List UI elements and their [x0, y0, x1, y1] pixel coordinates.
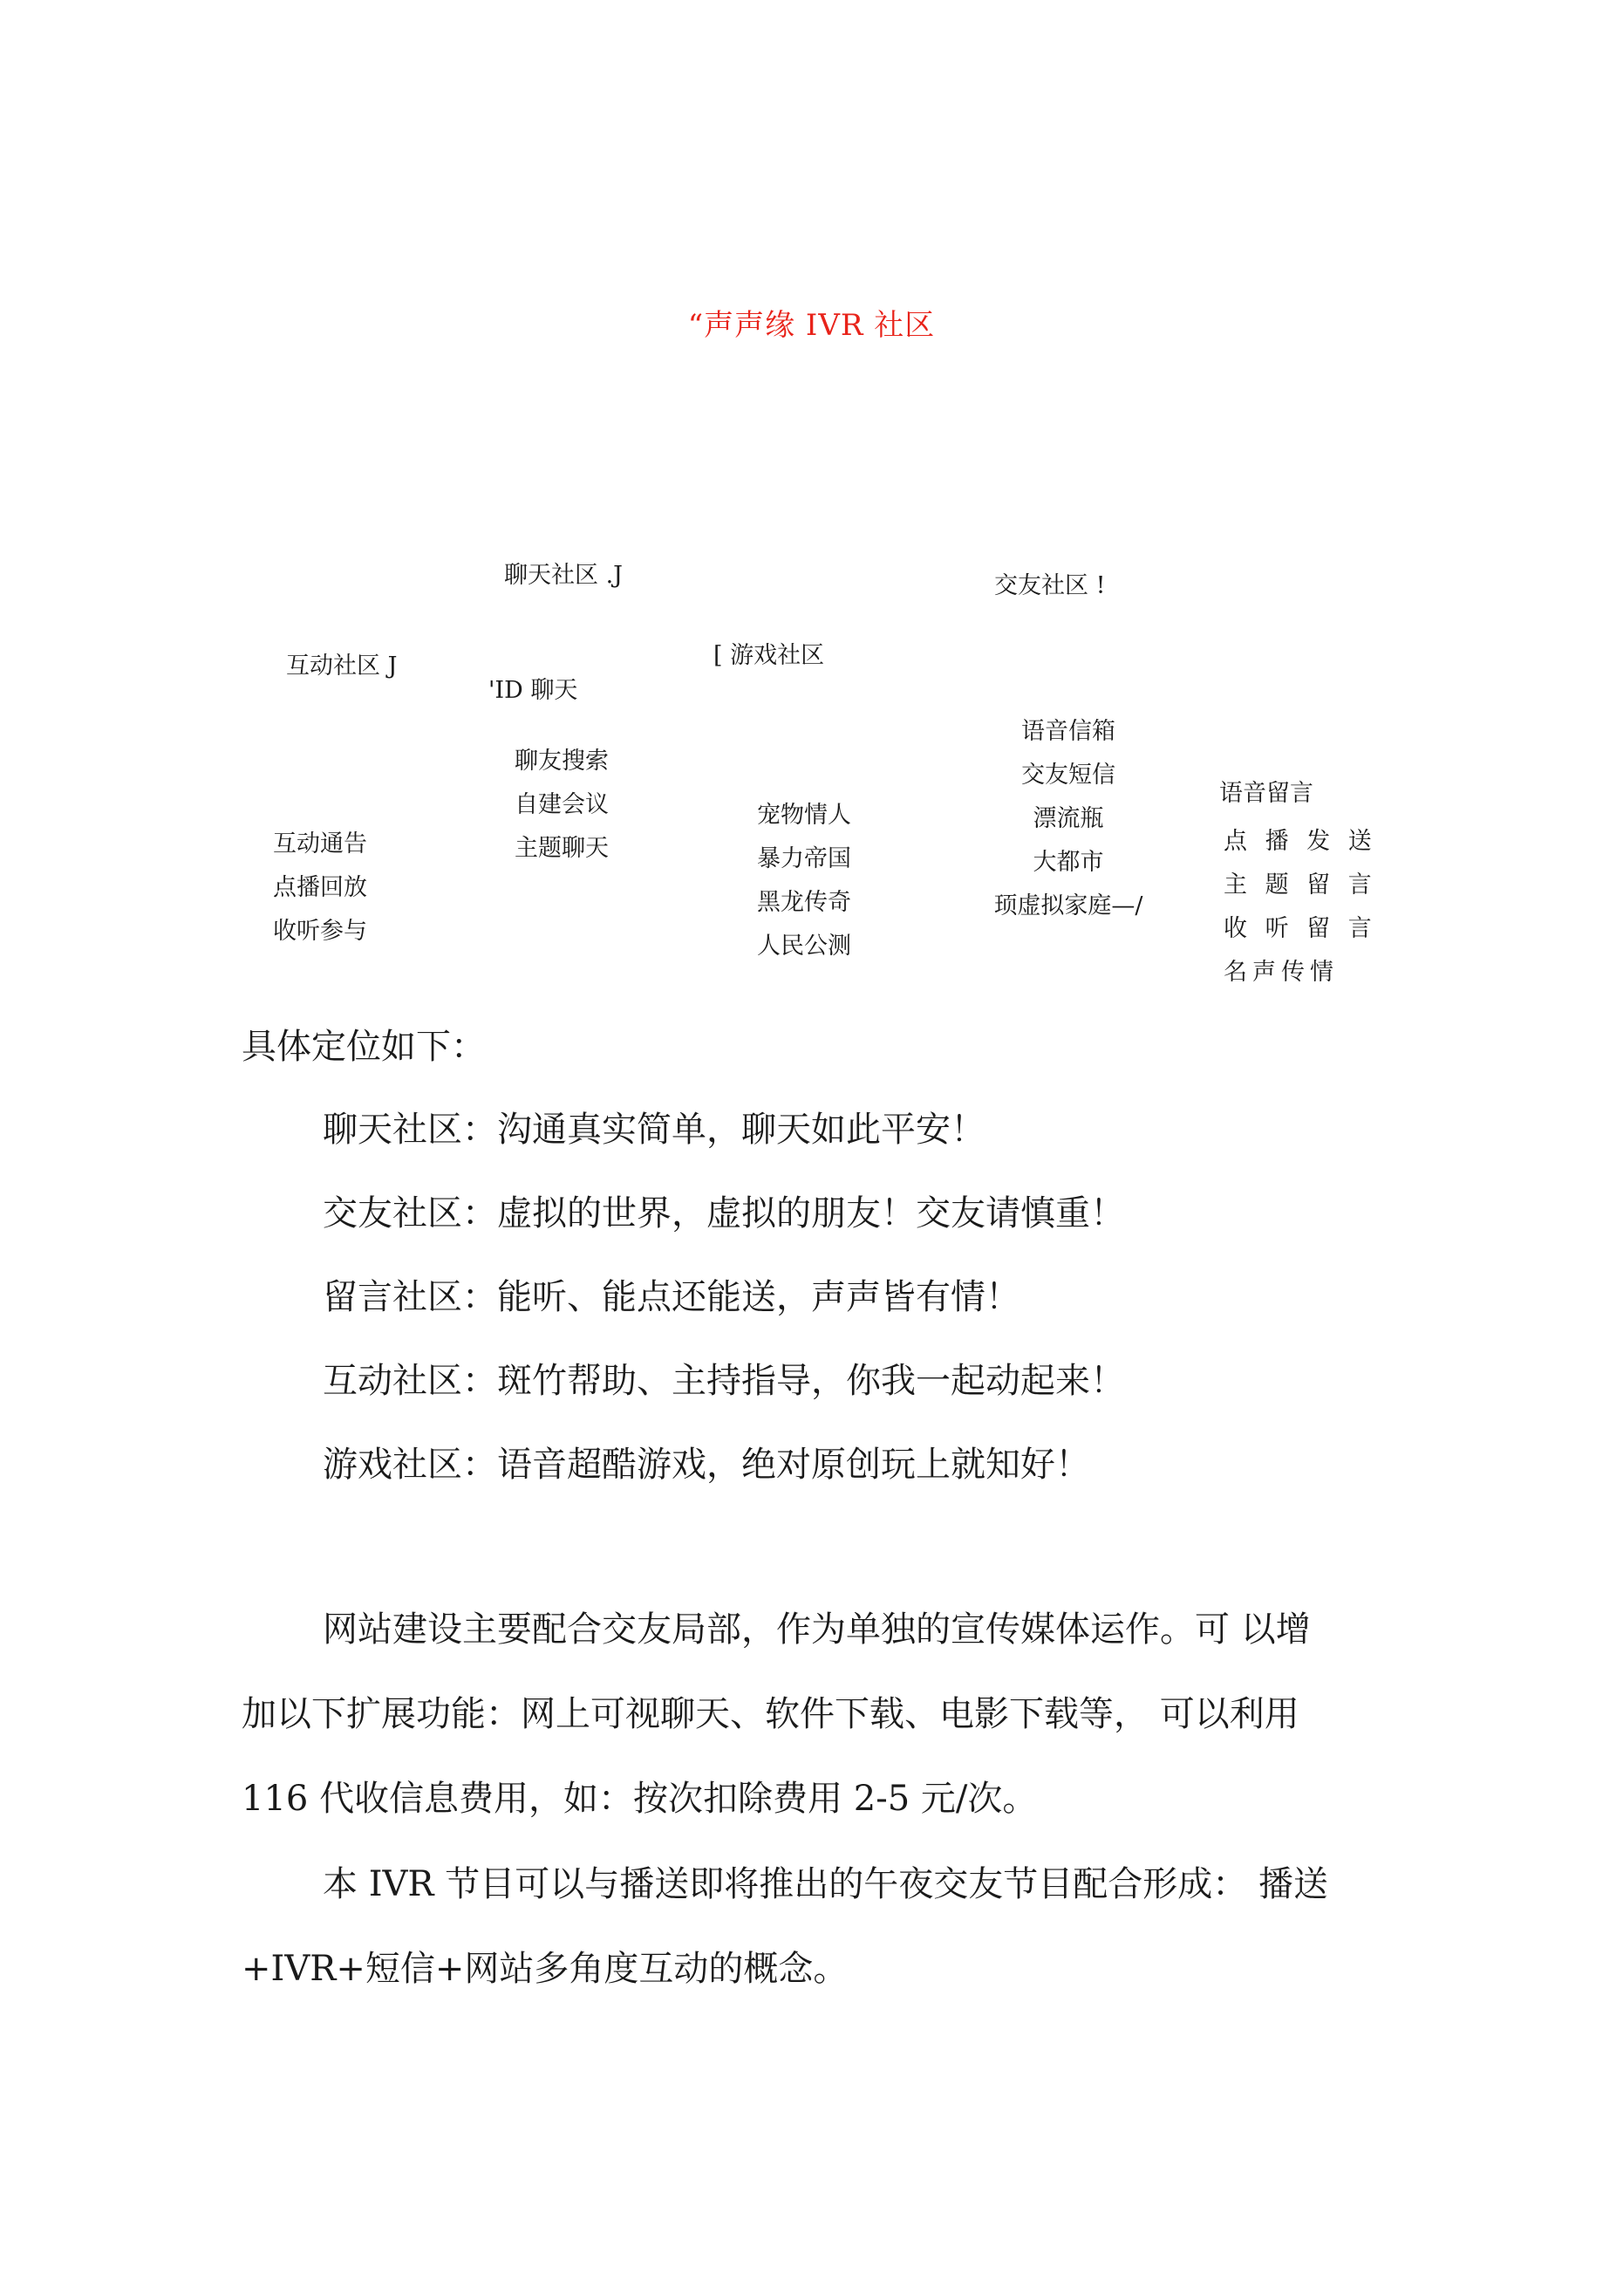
ivr-paragraph-line: +IVR+短信+网站多角度互动的概念。: [242, 1949, 849, 1989]
list-item: 点播回放: [273, 874, 367, 901]
message-community-items: [1224, 820, 1377, 994]
list-item: 宠物情人: [757, 802, 851, 829]
positioning-line: 聊天社区：沟通真实简单，聊天如此平安！: [323, 1110, 985, 1150]
list-item: 主题聊天: [515, 835, 609, 862]
game-community-items: [757, 794, 851, 968]
list-item: 自建会议: [515, 791, 609, 818]
message-community-label: 语音留言: [1219, 780, 1313, 807]
website-paragraph-line: 加以下扩展功能：网上可视聊天、软件下载、电影下载等， 可以利用: [242, 1694, 1299, 1734]
chat-community-items: [515, 740, 609, 871]
list-item: 聊友搜索: [515, 748, 609, 775]
positioning-line: 互动社区：斑竹帮助、主持指导，你我一起动起来！: [323, 1361, 1125, 1401]
document-title: “声声缘 IVR 社区: [687, 308, 936, 343]
list-item: 主 题 留 言: [1224, 871, 1377, 899]
website-paragraph-line: 116 代收信息费用，如：按次扣除费用 2-5 元/次。: [242, 1779, 1038, 1819]
list-item: 顼虚拟家庭—/: [993, 892, 1143, 919]
friend-community-items: [972, 710, 1164, 928]
list-item: 人民公测: [757, 933, 851, 960]
list-item: 互动通告: [273, 830, 367, 858]
chat-community-sublabel: 'ID 聊天: [488, 677, 578, 704]
list-item: 语音信箱: [1021, 718, 1115, 745]
interact-community-items: [273, 823, 367, 953]
positioning-intro: 具体定位如下：: [242, 1027, 486, 1067]
list-item: 收 听 留 言: [1224, 915, 1377, 942]
community-diagram: [0, 0, 1623, 1021]
friend-community-label: 交友社区 !: [994, 572, 1106, 599]
list-item: 暴力帝国: [757, 845, 851, 872]
list-item: 收听参与: [273, 918, 367, 945]
website-paragraph-line: 网站建设主要配合交友局部，作为单独的宣传媒体运作。可 以增: [323, 1609, 1311, 1650]
list-item: 漂流瓶: [1033, 805, 1104, 832]
list-item: 名声传情: [1224, 959, 1339, 986]
positioning-line: 游戏社区：语音超酷游戏，绝对原创玩上就知好！: [323, 1445, 1090, 1485]
list-item: 黑龙传奇: [757, 889, 851, 916]
ivr-paragraph-line: 本 IVR 节目可以与播送即将推出的午夜交友节目配合形成： 播送: [323, 1864, 1328, 1904]
positioning-line: 交友社区：虚拟的世界，虚拟的朋友！交友请慎重！: [323, 1193, 1125, 1233]
list-item: 交友短信: [1021, 762, 1115, 789]
game-community-label: [ 游戏社区: [713, 642, 825, 669]
list-item: 大都市: [1033, 849, 1104, 876]
positioning-line: 留言社区：能听、能点还能送，声声皆有情！: [323, 1277, 1020, 1317]
list-item: 点 播 发 送: [1224, 828, 1377, 855]
chat-community-label: 聊天社区 .J: [504, 562, 623, 589]
interact-community-label: 互动社区 J: [286, 653, 398, 680]
